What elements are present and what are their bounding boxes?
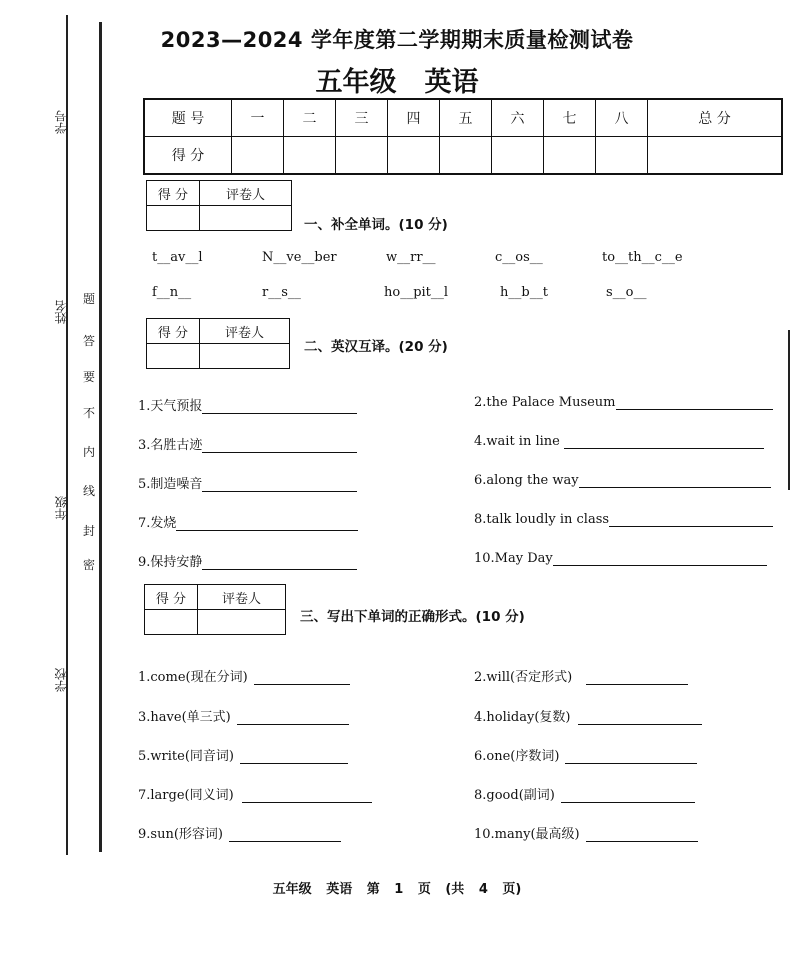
word-item: s__o__: [606, 285, 647, 300]
score-header-cell: 三: [336, 99, 388, 137]
answer-blank[interactable]: [202, 401, 357, 414]
grade-box-grader-cell[interactable]: [200, 344, 290, 369]
question-label: 5.write(同音词): [138, 749, 234, 764]
answer-blank[interactable]: [202, 479, 357, 492]
score-header-cell: 八: [596, 99, 648, 137]
question-label: 1.come(现在分词): [138, 670, 248, 685]
word-item: to__th__c__e: [602, 250, 683, 265]
answer-blank[interactable]: [565, 751, 697, 764]
question-row: [138, 434, 357, 453]
question-label: 1.天气预报: [138, 399, 203, 414]
question-row: [138, 395, 357, 414]
school-label: 学校: [54, 668, 68, 692]
score-cell[interactable]: [544, 137, 596, 175]
grade-box-score-cell[interactable]: [147, 344, 200, 369]
answer-blank[interactable]: [254, 672, 350, 685]
answer-blank[interactable]: [578, 712, 702, 725]
binding-line-inner: [99, 22, 102, 852]
answer-blank[interactable]: [229, 829, 341, 842]
answer-blank[interactable]: [586, 672, 688, 685]
question-label: 7.large(同义词): [138, 788, 234, 803]
word-item: t__av__l: [152, 250, 203, 265]
score-header-cell: 题 号: [144, 99, 232, 137]
question-row: [474, 823, 698, 842]
question-row: [474, 784, 695, 803]
grade-box-grader-label: 评卷人: [200, 181, 292, 206]
section2-grade-box: [146, 318, 290, 369]
page-footer: 五年级 英语 第 1 页 (共 4 页): [272, 882, 522, 897]
question-row: [474, 512, 773, 527]
score-table-score-row: [144, 137, 782, 175]
question-row: [474, 434, 764, 449]
seal-char: 不: [83, 406, 96, 420]
question-row: [138, 784, 372, 803]
exam-title: 2023—2024 学年度第二学期期末质量检测试卷: [160, 28, 634, 52]
grade-box-score-label: 得 分: [147, 181, 200, 206]
score-header-cell: 二: [284, 99, 336, 137]
word-item: ho__pit__l: [384, 285, 449, 300]
question-label: 6.along the way: [474, 473, 579, 488]
grade-box-score-label: 得 分: [147, 319, 200, 344]
name-label: 姓名: [54, 300, 68, 324]
question-row: [138, 823, 341, 842]
score-cell[interactable]: [388, 137, 440, 175]
word-item: r__s__: [262, 285, 301, 300]
score-cell[interactable]: [284, 137, 336, 175]
right-edge-mark: [788, 330, 790, 490]
question-label: 8.talk loudly in class: [474, 512, 610, 527]
question-row: [138, 706, 349, 725]
seal-char: 题: [83, 292, 96, 306]
section1-grade-box: [146, 180, 292, 231]
word-item: w__rr__: [386, 250, 436, 265]
seal-char: 内: [83, 445, 96, 459]
grade-box-score-label: 得 分: [145, 585, 198, 610]
answer-blank[interactable]: [202, 557, 357, 570]
answer-blank[interactable]: [240, 751, 348, 764]
question-label: 6.one(序数词): [474, 749, 560, 764]
question-row: [138, 666, 350, 685]
score-header-cell: 四: [388, 99, 440, 137]
word-item: h__b__t: [500, 285, 548, 300]
seal-char: 封: [83, 524, 96, 538]
question-label: 10.May Day: [474, 551, 553, 566]
score-table-header-row: [144, 99, 782, 137]
answer-blank[interactable]: [176, 518, 358, 531]
answer-blank[interactable]: [553, 553, 767, 566]
question-label: 7.发烧: [138, 516, 177, 531]
section1-title: 一、补全单词。(10 分): [304, 217, 448, 233]
question-label: 9.sun(形容词): [138, 827, 223, 842]
question-row: [138, 512, 358, 531]
question-label: 2.the Palace Museum: [474, 395, 616, 410]
section3-grade-box: [144, 584, 286, 635]
answer-blank[interactable]: [586, 829, 698, 842]
grade-box-grader-label: 评卷人: [200, 319, 290, 344]
question-label: 9.保持安静: [138, 555, 203, 570]
section3-title: 三、写出下单词的正确形式。(10 分): [300, 609, 525, 625]
question-row: [474, 706, 702, 725]
grade-box-grader-cell[interactable]: [198, 610, 286, 635]
score-table: [143, 98, 783, 175]
answer-blank[interactable]: [609, 514, 773, 527]
seal-char: 密: [83, 558, 96, 572]
score-header-cell: 五: [440, 99, 492, 137]
answer-blank[interactable]: [202, 440, 357, 453]
score-cell[interactable]: [648, 137, 783, 175]
question-label: 3.名胜古迹: [138, 438, 203, 453]
answer-blank[interactable]: [561, 790, 695, 803]
binding-line-outer: [66, 15, 68, 855]
grade-box-grader-label: 评卷人: [198, 585, 286, 610]
exam-subtitle: [0, 60, 794, 99]
score-header-cell: 六: [492, 99, 544, 137]
question-label: 3.have(单三式): [138, 710, 231, 725]
seal-char: 答: [83, 334, 96, 348]
question-label: 8.good(副词): [474, 788, 555, 803]
question-row: [474, 666, 688, 685]
question-row: [474, 745, 697, 764]
answer-blank[interactable]: [564, 436, 764, 449]
question-label: 4.holiday(复数): [474, 710, 571, 725]
seal-char: 线: [83, 484, 96, 498]
grade-box-grader-cell[interactable]: [200, 206, 292, 231]
question-label: 4.wait in line: [474, 434, 560, 449]
score-row-label: 得 分: [144, 137, 232, 175]
question-label: 10.many(最高级): [474, 827, 580, 842]
score-cell[interactable]: [492, 137, 544, 175]
score-cell[interactable]: [596, 137, 648, 175]
section2-title: 二、英汉互译。(20 分): [304, 339, 448, 355]
answer-blank[interactable]: [242, 790, 372, 803]
answer-blank[interactable]: [616, 397, 773, 410]
answer-blank[interactable]: [237, 712, 349, 725]
grade-label: 年级: [54, 496, 68, 520]
score-cell[interactable]: [336, 137, 388, 175]
student-id-label: 学号: [54, 110, 68, 134]
question-row: [474, 395, 773, 410]
seal-char: 要: [83, 370, 96, 384]
question-row: [474, 473, 771, 488]
grade-box-score-cell[interactable]: [145, 610, 198, 635]
question-label: 2.will(否定形式): [474, 670, 573, 685]
subject-text: 英语: [424, 67, 479, 98]
grade-text: 五年级: [315, 67, 397, 98]
grade-box-score-cell[interactable]: [147, 206, 200, 231]
score-cell[interactable]: [232, 137, 284, 175]
score-header-cell: 一: [232, 99, 284, 137]
word-item: N__ve__ber: [262, 250, 337, 265]
question-row: [138, 473, 357, 492]
word-item: f__n__: [152, 285, 192, 300]
question-row: [474, 551, 767, 566]
question-row: [138, 551, 357, 570]
question-label: 5.制造噪音: [138, 477, 203, 492]
score-header-cell: 总 分: [648, 99, 783, 137]
answer-blank[interactable]: [579, 475, 771, 488]
score-cell[interactable]: [440, 137, 492, 175]
score-header-cell: 七: [544, 99, 596, 137]
question-row: [138, 745, 348, 764]
word-item: c__os__: [495, 250, 543, 265]
